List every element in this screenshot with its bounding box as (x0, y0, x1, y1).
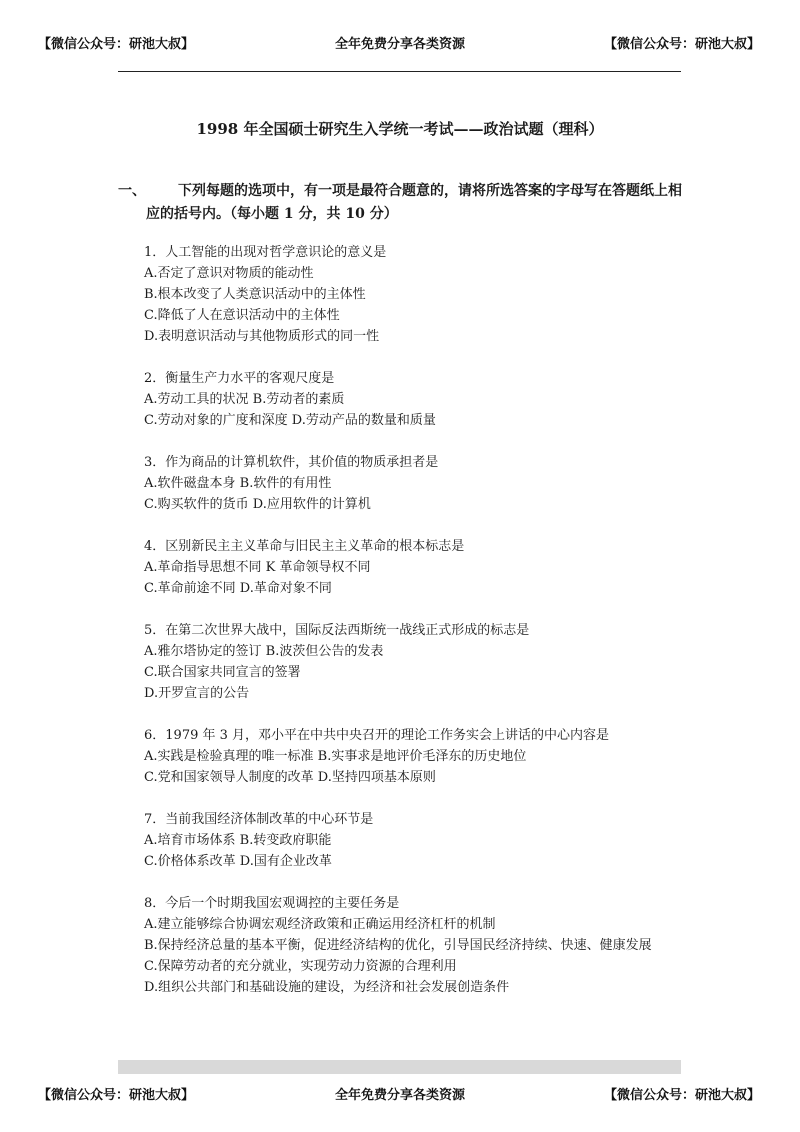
question-stem: 8．今后一个时期我国宏观调控的主要任务是 (144, 896, 400, 911)
question-option: C.联合国家共同宣言的签署 (144, 665, 301, 680)
header-right-text: 【微信公众号：研池大叔】 (603, 37, 760, 52)
question-item (144, 368, 684, 431)
question-option: B.保持经济总量的基本平衡，促进经济结构的优化，引导国民经济持续、快速、健康发展 (144, 938, 652, 953)
question-stem: 6．1979 年 3 月，邓小平在中共中央召开的理论工作务实会上讲话的中心内容是 (144, 728, 610, 743)
question-option: A.雅尔塔协定的签订 B.波茨但公告的发表 (144, 644, 384, 659)
question-stem: 4．区别新民主主义革命与旧民主主义革命的根本标志是 (144, 539, 465, 554)
question-option: A.建立能够综合协调宏观经济政策和正确运用经济杠杆的机制 (144, 917, 496, 932)
header-center-text: 全年免费分享各类资源 (334, 37, 465, 52)
question-item (144, 536, 684, 599)
question-item (144, 452, 684, 515)
page-footer (0, 1084, 800, 1110)
document-title: 1998 年全国硕士研究生入学统一考试——政治试题（理科） (196, 120, 604, 138)
page-header (0, 33, 800, 59)
question-option: A.培育市场体系 B.转变政府职能 (144, 833, 332, 848)
section-instruction (118, 180, 688, 226)
question-option: C.劳动对象的广度和深度 D.劳动产品的数量和质量 (144, 413, 436, 428)
question-item (144, 725, 684, 788)
question-option: C.保障劳动者的充分就业，实现劳动力资源的合理利用 (144, 959, 457, 974)
footer-band (118, 1060, 681, 1074)
question-option: A.革命指导思想不同 K 革命领导权不同 (144, 560, 371, 575)
question-option: D.组织公共部门和基础设施的建设，为经济和社会发展创造条件 (144, 980, 510, 995)
section-number: 一、 (118, 183, 146, 199)
question-option: D.开罗宣言的公告 (144, 686, 250, 701)
question-option: A.软件磁盘本身 B.软件的有用性 (144, 476, 332, 491)
question-option: C.价格体系改革 D.国有企业改革 (144, 854, 332, 869)
question-stem: 5．在第二次世界大战中，国际反法西斯统一战线正式形成的标志是 (144, 623, 530, 638)
question-option: A.劳动工具的状况 B.劳动者的素质 (144, 392, 345, 407)
question-stem: 3．作为商品的计算机软件，其价值的物质承担者是 (144, 455, 439, 470)
question-option: C.党和国家领导人制度的改革 D.坚持四项基本原则 (144, 770, 436, 785)
question-stem: 2．衡量生产力水平的客观尺度是 (144, 371, 335, 386)
question-option: A.实践是检验真理的唯一标准 B.实事求是地评价毛泽东的历史地位 (144, 749, 527, 764)
header-left-text: 【微信公众号：研池大叔】 (38, 37, 195, 52)
question-item (144, 620, 684, 704)
question-option: C.降低了人在意识活动中的主体性 (144, 308, 340, 323)
header-divider (118, 71, 681, 72)
question-item (144, 809, 684, 872)
footer-left-text: 【微信公众号：研池大叔】 (38, 1088, 195, 1103)
question-item (144, 893, 684, 998)
question-option: D.表明意识活动与其他物质形式的同一性 (144, 329, 380, 344)
question-option: C.购买软件的货币 D.应用软件的计算机 (144, 497, 371, 512)
question-option: C.革命前途不同 D.革命对象不同 (144, 581, 332, 596)
section-instruction-text: 下列每题的选项中，有一项是最符合题意的，请将所选答案的字母写在答题纸上相应的括号内。（每小题 1 分，共 10 分） (146, 183, 682, 222)
question-option: A.否定了意识对物质的能动性 (144, 266, 314, 281)
question-stem: 7．当前我国经济体制改革的中心环节是 (144, 812, 374, 827)
question-stem: 1．人工智能的出现对哲学意识论的意义是 (144, 245, 387, 260)
question-option: B.根本改变了人类意识活动中的主体性 (144, 287, 366, 302)
question-list (144, 242, 684, 1019)
footer-right-text: 【微信公众号：研池大叔】 (603, 1088, 760, 1103)
footer-center-text: 全年免费分享各类资源 (334, 1088, 465, 1103)
question-item (144, 242, 684, 347)
